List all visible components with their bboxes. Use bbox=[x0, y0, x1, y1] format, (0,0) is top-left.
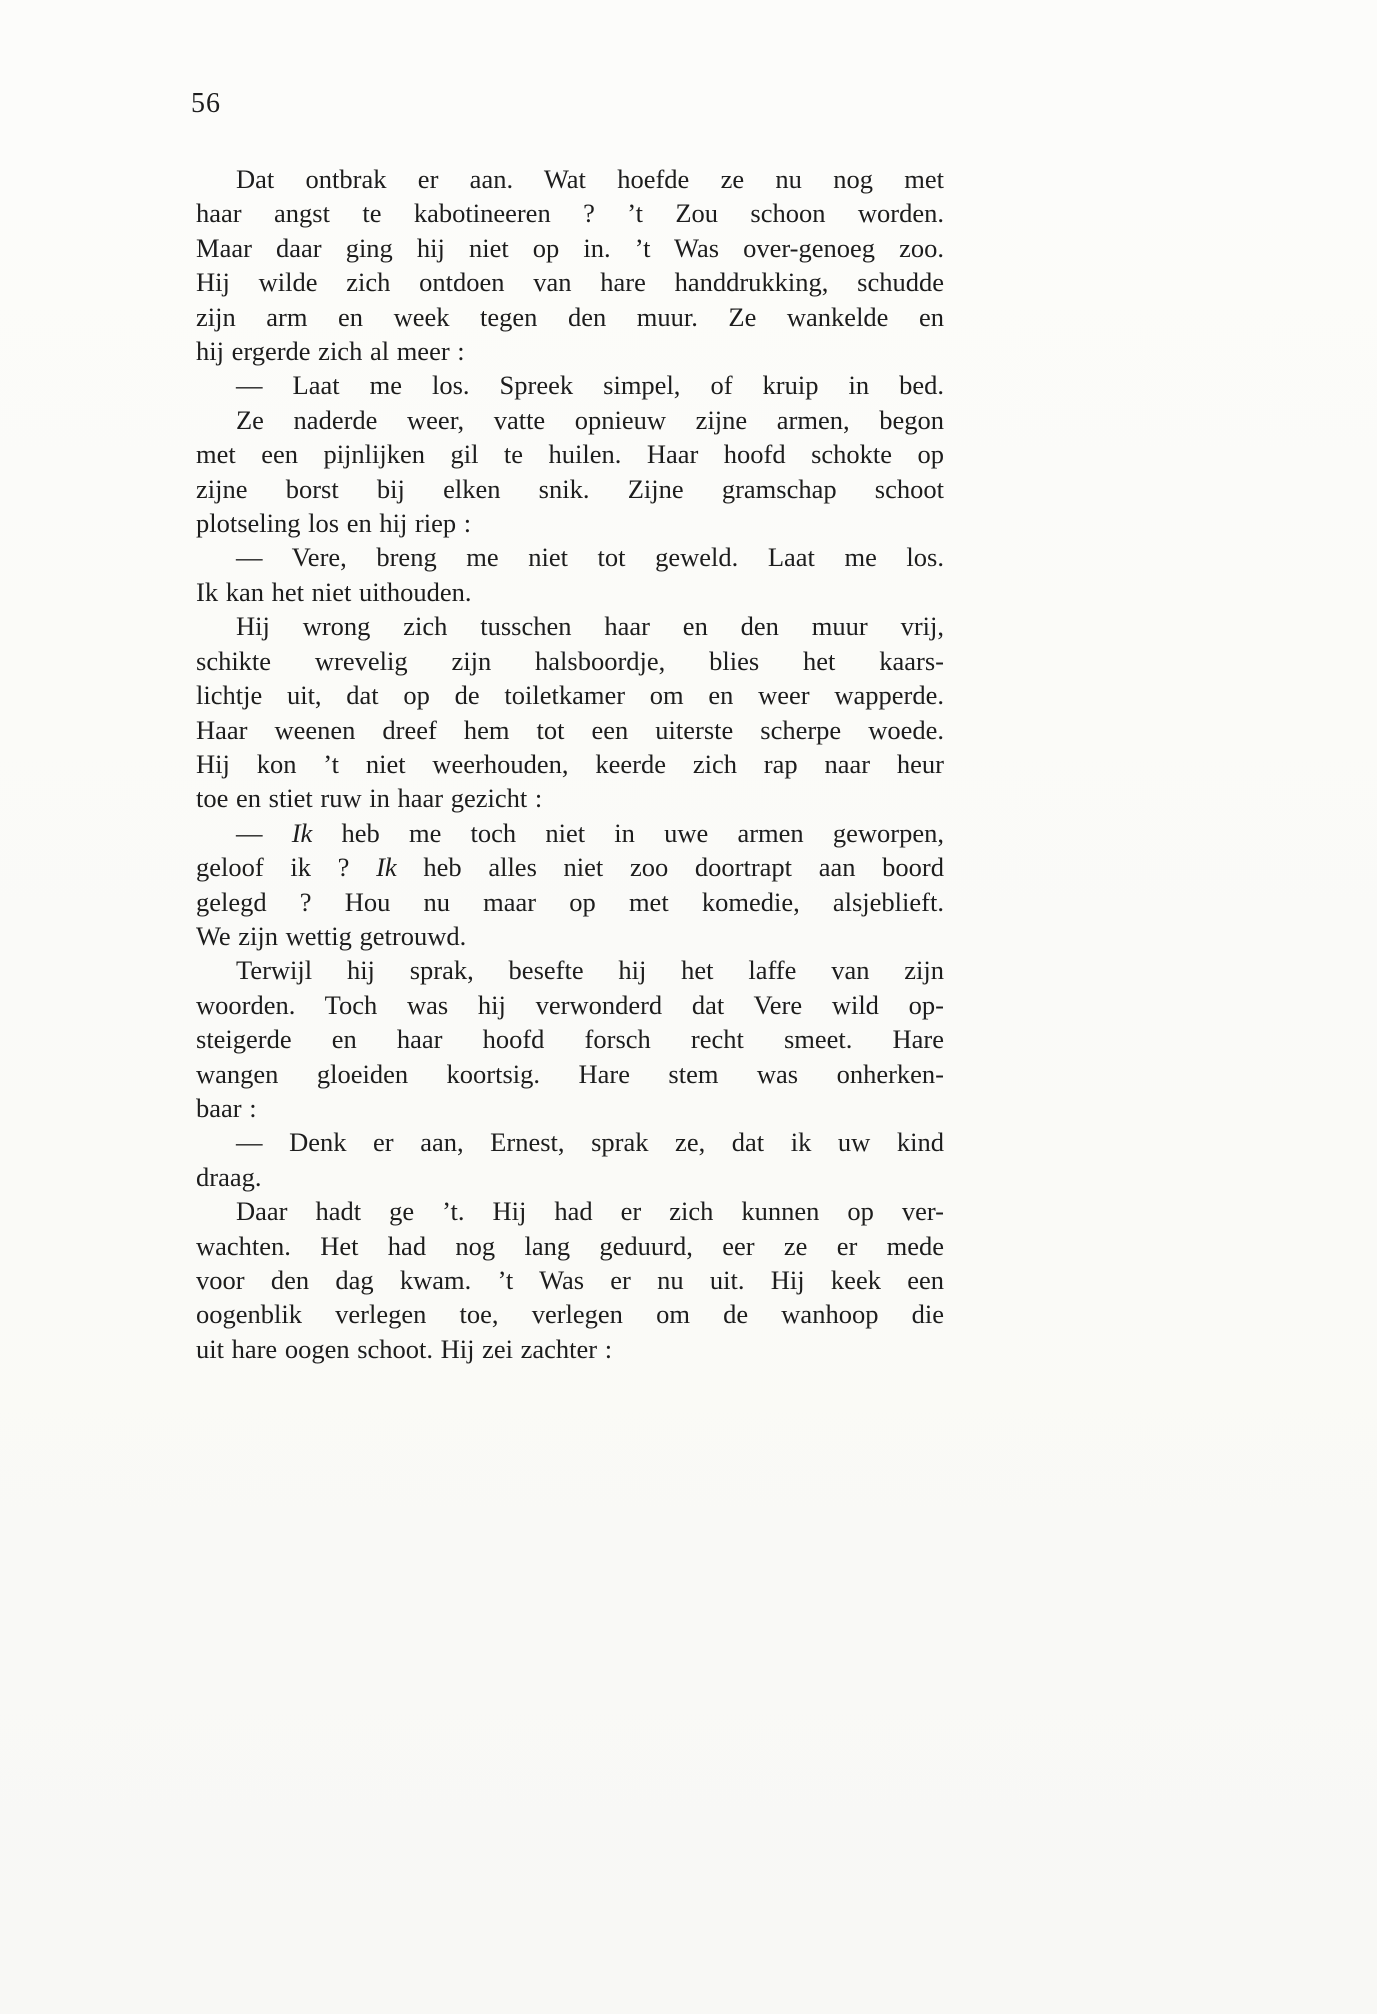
text-line bbox=[196, 816, 944, 850]
text-line bbox=[196, 437, 944, 471]
text-line bbox=[196, 403, 944, 437]
text-line bbox=[196, 1229, 944, 1263]
text-segment: geloof ik ? bbox=[196, 852, 377, 883]
text-line bbox=[196, 678, 944, 712]
text-line bbox=[196, 747, 944, 781]
text-segment: woorden. Toch was hij verwonderd dat Vere wild op- bbox=[196, 989, 944, 1020]
text-line bbox=[196, 713, 944, 747]
text-line bbox=[196, 300, 944, 334]
text-segment: heb alles niet zoo doortrapt aan boord bbox=[396, 852, 944, 883]
page-text bbox=[196, 162, 944, 1366]
text-line bbox=[196, 368, 944, 402]
text-line bbox=[196, 644, 944, 678]
text-line bbox=[196, 196, 944, 230]
text-segment-italic: Ik bbox=[376, 852, 397, 883]
text-segment: gelegd ? Hou nu maar op met komedie, alsjeblieft. bbox=[196, 886, 944, 917]
paragraph bbox=[196, 403, 944, 541]
paragraph bbox=[196, 953, 944, 1125]
text-segment: — Laat me los. Spreek simpel, of kruip in bed. bbox=[236, 370, 944, 401]
text-segment: — Denk er aan, Ernest, sprak ze, dat ik uw kind bbox=[236, 1127, 944, 1158]
text-line bbox=[196, 1160, 944, 1194]
text-line bbox=[196, 1332, 944, 1366]
text-line bbox=[196, 988, 944, 1022]
text-segment: toe en stiet ruw in haar gezicht : bbox=[196, 783, 543, 814]
text-line bbox=[196, 265, 944, 299]
paragraph bbox=[196, 816, 944, 954]
text-line bbox=[196, 609, 944, 643]
text-line bbox=[196, 472, 944, 506]
text-segment: lichtje uit, dat op de toiletkamer om en weer wapperde. bbox=[196, 680, 944, 711]
text-segment: Daar hadt ge ’t. Hij had er zich kunnen op ver- bbox=[236, 1196, 944, 1227]
text-line bbox=[196, 1297, 944, 1331]
text-segment: voor den dag kwam. ’t Was er nu uit. Hij keek een bbox=[196, 1265, 944, 1295]
text-line bbox=[196, 334, 944, 368]
text-line bbox=[196, 953, 944, 987]
text-segment: Ik kan het niet uithouden. bbox=[196, 576, 472, 607]
paragraph bbox=[196, 1125, 944, 1194]
text-segment: met een pijnlijken gil te huilen. Haar hoofd schokte op bbox=[196, 439, 944, 470]
text-line bbox=[196, 506, 944, 540]
text-segment: draag. bbox=[196, 1161, 262, 1192]
text-segment-italic: Ik bbox=[291, 817, 313, 848]
text-line bbox=[196, 540, 944, 574]
text-segment: zijn arm en week tegen den muur. Ze wankelde en bbox=[196, 301, 944, 332]
text-line bbox=[196, 162, 944, 196]
text-segment: Ze naderde weer, vatte opnieuw zijne armen, begon bbox=[236, 404, 944, 435]
text-line bbox=[196, 1057, 944, 1091]
text-line bbox=[196, 1091, 944, 1125]
text-segment: Hij wrong zich tusschen haar en den muur vrij, bbox=[236, 611, 944, 642]
text-segment: Maar daar ging hij niet op in. ’t Was over-genoeg zoo. bbox=[196, 232, 944, 263]
text-line bbox=[196, 1194, 944, 1228]
text-segment: uit hare oogen schoot. Hij zei zachter : bbox=[196, 1333, 613, 1364]
text-segment: steigerde en haar hoofd forsch recht smeet. Hare bbox=[196, 1024, 944, 1055]
text-segment: Hij kon ’t niet weerhouden, keerde zich rap naar heur bbox=[196, 748, 944, 779]
text-segment: Terwijl hij sprak, besefte hij het laffe van zijn bbox=[236, 955, 944, 986]
paragraph bbox=[196, 1194, 944, 1366]
text-segment: Hij wilde zich ontdoen van hare handdrukking, schudde bbox=[196, 267, 944, 298]
paragraph bbox=[196, 540, 944, 609]
text-line bbox=[196, 231, 944, 265]
text-line bbox=[196, 575, 944, 609]
text-segment: heb me toch niet in uwe armen geworpen, bbox=[312, 817, 944, 848]
text-segment: oogenblik verlegen toe, verlegen om de wanhoop die bbox=[196, 1299, 944, 1330]
text-segment: haar angst te kabotineeren ? ’t Zou schoon worden. bbox=[196, 198, 944, 229]
text-segment: We zijn wettig getrouwd. bbox=[196, 920, 467, 951]
paragraph bbox=[196, 162, 944, 368]
text-line bbox=[196, 885, 944, 919]
text-segment: zijne borst bij elken snik. Zijne gramschap schoot bbox=[196, 473, 944, 504]
text-line bbox=[196, 1125, 944, 1159]
text-segment: baar : bbox=[196, 1092, 257, 1123]
text-line bbox=[196, 850, 944, 884]
text-segment: wachten. Het had nog lang geduurd, eer ze er mede bbox=[196, 1230, 944, 1261]
text-segment: hij ergerde zich al meer : bbox=[196, 336, 465, 367]
text-segment: wangen gloeiden koortsig. Hare stem was onherken- bbox=[196, 1058, 944, 1089]
text-line bbox=[196, 781, 944, 815]
paragraph bbox=[196, 609, 944, 815]
text-line bbox=[196, 1022, 944, 1056]
text-segment: — Vere, breng me niet tot geweld. Laat me los. bbox=[236, 542, 944, 573]
text-line bbox=[196, 919, 944, 953]
text-segment: Haar weenen dreef hem tot een uiterste scherpe woede. bbox=[196, 714, 944, 745]
text-line bbox=[196, 1263, 944, 1297]
text-segment: — bbox=[236, 817, 292, 848]
text-segment: schikte wrevelig zijn halsboordje, blies het kaars- bbox=[196, 645, 944, 676]
paragraph bbox=[196, 368, 944, 402]
text-segment: plotseling los en hij riep : bbox=[196, 508, 472, 539]
text-segment: Dat ontbrak er aan. Wat hoefde ze nu nog met bbox=[236, 164, 944, 194]
page-number: 56 bbox=[191, 88, 221, 119]
